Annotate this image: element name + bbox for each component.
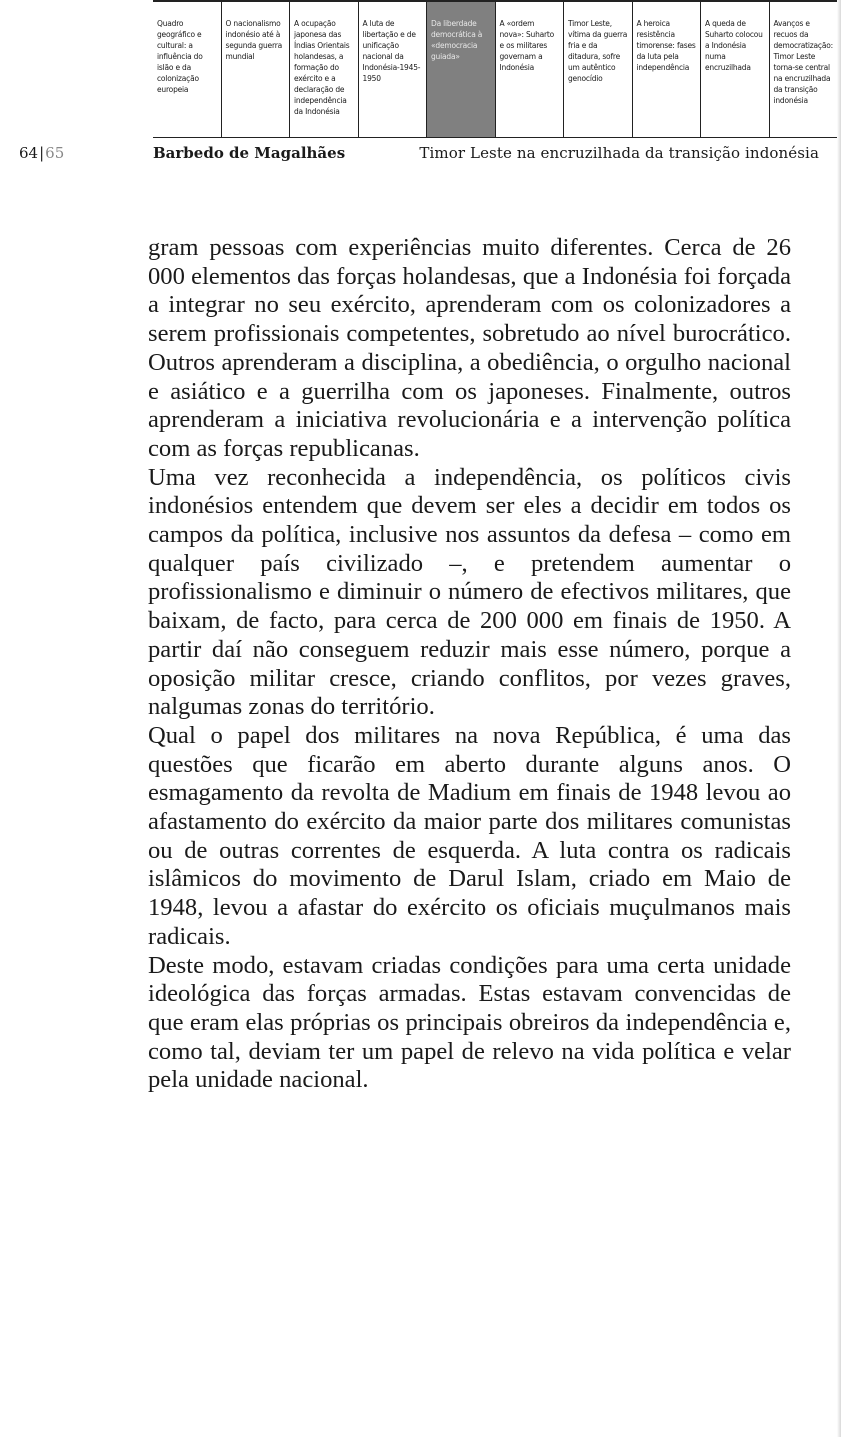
chapter-tab-3[interactable]: A ocupação japonesa das Índias Orientais holandesas, a formação do exército e a declaração de independência da Indonésia xyxy=(289,2,358,137)
chapter-tab-5-current[interactable]: Da liberdade democrática à «democracia guiada» xyxy=(426,2,495,137)
chapter-tab-6[interactable]: A «ordem nova»: Suharto e os militares governam a Indonésia xyxy=(495,2,564,137)
header-author: Barbedo de Magalhães xyxy=(153,144,346,162)
scan-edge-shadow xyxy=(837,0,841,1437)
page-numbers xyxy=(19,142,64,164)
chapter-tab-7[interactable]: Timor Leste, vítima da guerra fria e da ditadura, sofre um autêntico genocídio xyxy=(563,2,632,137)
header-book-title: Timor Leste na encruzilhada da transição indonésia xyxy=(419,144,819,162)
facing-page-number: 65 xyxy=(45,144,65,162)
paragraph-2: Uma vez reconhecida a independência, os políticos civis indonésios entendem que devem ser eles a decidir em todos os campos da política, inclusive nos assuntos da defesa – como em qualquer país civilizado –, e pretendem aumentar o profissionalismo e diminuir o número de efectivos militares, que baixam, de facto, para cerca de 200 000 em finais de 1950. A partir daí não conseguem reduzir mais esse número, porque a oposição militar cresce, criando conflitos, por vezes graves, nalgumas zonas do território. xyxy=(148,463,791,721)
page-number-separator: | xyxy=(39,144,45,162)
current-page-number: 64 xyxy=(19,144,39,162)
chapter-tab-4[interactable]: A luta de libertação e de unificação nacional da Indonésia-1945-1950 xyxy=(358,2,427,137)
body-text xyxy=(148,234,791,1095)
paragraph-1: gram pessoas com experiências muito diferentes. Cerca de 26 000 elementos das forças holandesas, que a Indonésia foi forçada a integrar no seu exército, aprenderam com os colonizadores a serem profissionais competentes, sobretudo ao nível burocrático. Outros aprenderam a disciplina, a obediência, o orgulho nacional e asiático e a guerrilha com os japoneses. Finalmente, outros aprenderam a iniciativa revolucionária e a intervenção política com as forças republicanas. xyxy=(148,234,791,462)
chapter-navigation-strip xyxy=(153,0,837,138)
running-header xyxy=(0,142,841,166)
paragraph-4: Deste modo, estavam criadas condições para uma certa unidade ideológica das forças armadas. Estas estavam convencidas de que eram elas próprias os principais obreiros da independência e, como tal, deviam ter um papel de relevo na vida política e velar pela unidade nacional. xyxy=(148,951,791,1094)
chapter-tab-9[interactable]: A queda de Suharto colocou a Indonésia numa encruzilhada xyxy=(700,2,769,137)
paragraph-3: Qual o papel dos militares na nova República, é uma das questões que ficarão em aberto durante alguns anos. O esmagamento da revolta de Madium em finais de 1948 levou ao afastamento do exército da maior parte dos militares comunistas ou de outras correntes de esquerda. A luta contra os radicais islâmicos do movimento de Darul Islam, criado em Maio de 1948, levou a afastar do exército os oficiais muçulmanos mais radicais. xyxy=(148,721,791,950)
chapter-tab-2[interactable]: O nacionalismo indonésio até à segunda guerra mundial xyxy=(221,2,290,137)
chapter-tab-8[interactable]: A heroica resistência timorense: fases da luta pela independência xyxy=(632,2,701,137)
chapter-tab-1[interactable]: Quadro geográfico e cultural: a influência do islão e da colonização europeia xyxy=(157,19,203,94)
chapter-tab-10[interactable]: Avanços e recuos da democratização: Timor Leste torna-se central na encruzilhada da transição indonésia xyxy=(769,2,838,137)
